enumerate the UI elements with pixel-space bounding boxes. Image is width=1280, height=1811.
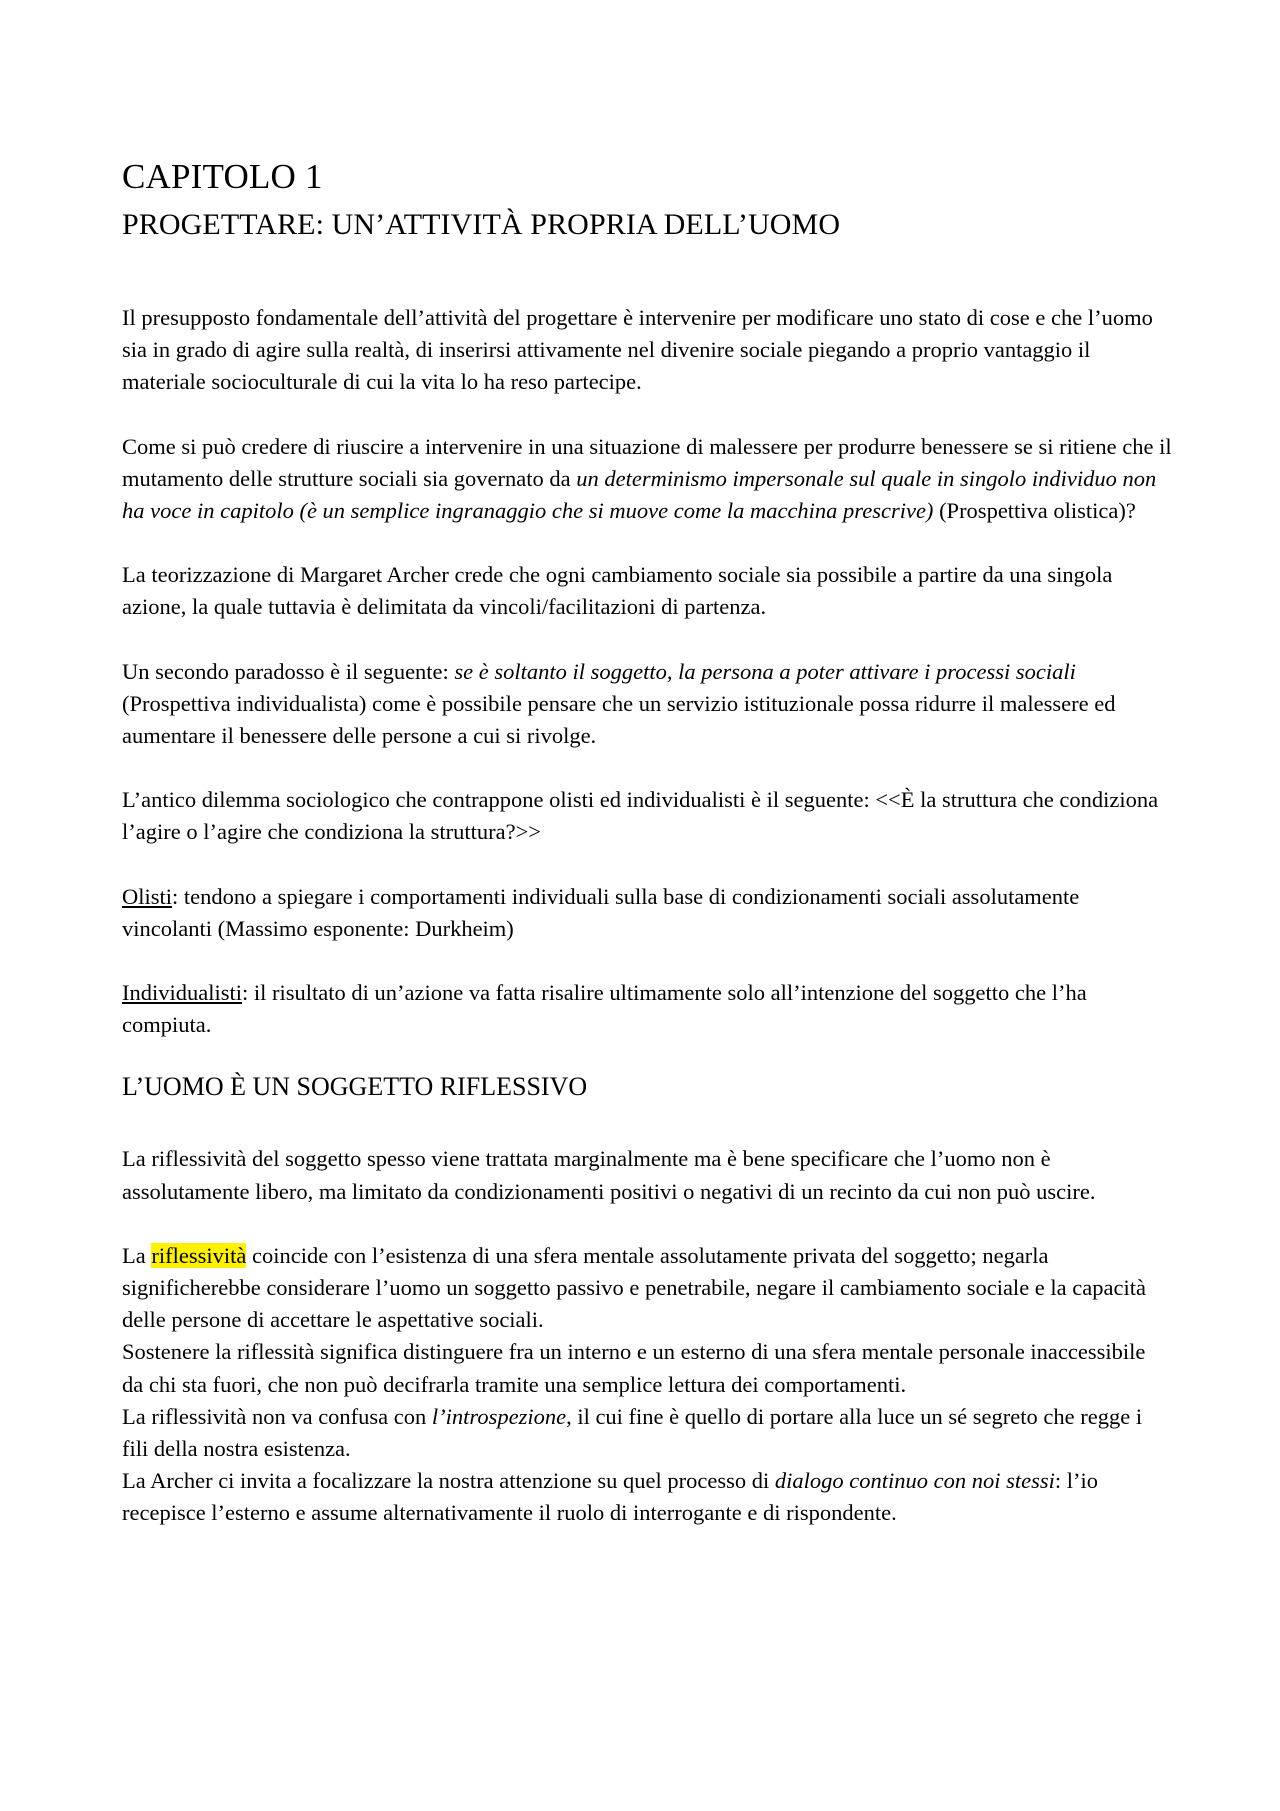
paragraph-5: L’antico dilemma sociologico che contrappone olisti ed individualisti è il seguente: <<È la struttura che condiziona l’agire o l’agire che condiziona la struttura?>>: [122, 787, 1159, 845]
paragraph-9-text-a: La: [122, 1242, 152, 1268]
paragraph-2-text-b: (Prospettiva olistica)?: [933, 498, 1136, 524]
paragraph-9-text-b: coincide con l’esistenza di una sfera mentale assolutamente privata del soggetto; negarla significherebbe considerare l’uomo un soggetto passivo e penetrabile, negare il cambiamento sociale e la capacità delle persone di accettare le aspettative sociali.: [122, 1242, 1146, 1333]
paragraph-12-text-a: La Archer ci invita a focalizzare la nostra attenzione su quel processo di: [122, 1468, 775, 1494]
paragraph-2: [122, 431, 1172, 528]
individualisti-definition: : il risultato di un’azione va fatta risalire ultimamente solo all’intenzione del soggetto che l’ha compiuta.: [122, 980, 1087, 1038]
paragraph-4-text-a: Un secondo paradosso è il seguente:: [122, 658, 455, 684]
chapter-subtitle: PROGETTARE: UN’ATTIVITÀ PROPRIA DELL’UOMO: [122, 208, 841, 241]
paragraph-12-text-b: : l’io recepisce l’esterno e assume alternativamente il ruolo di interrogante e di rispondente.: [122, 1468, 1098, 1526]
paragraph-4: [122, 656, 1172, 753]
term-individualisti: Individualisti: [122, 980, 242, 1006]
olisti-definition: : tendono a spiegare i comportamenti individuali sulla base di condizionamenti sociali assolutamente vincolanti (Massimo esponente: Durkheim): [122, 883, 1080, 941]
paragraph-8: La riflessività del soggetto spesso viene trattata marginalmente ma è bene specificare che l’uomo non è assolutamente libero, ma limitato da condizionamenti positivi o negativi di un recinto da cui non può uscire.: [122, 1146, 1096, 1204]
paragraph-11-text-b: , il cui fine è quello di portare alla luce un sé segreto che regge i fili della nostra esistenza.: [122, 1403, 1143, 1462]
paragraph-4-text-b: (Prospettiva individualista) come è possibile pensare che un servizio istituzionale possa ridurre il malessere ed aumentare il benessere delle persone a cui si rivolge.: [122, 690, 1116, 749]
paragraph-1: Il presupposto fondamentale dell’attività del progettare è intervenire per modificare uno stato di cose e che l’uomo sia in grado di agire sulla realtà, di inserirsi attivamente nel divenire sociale piegando a proprio vantaggio il materiale socioculturale di cui la vita lo ha reso partecipe.: [122, 305, 1153, 395]
paragraph-11: [122, 1401, 1172, 1465]
paragraph-individualisti: [122, 977, 1172, 1041]
paragraph-11-text-a: La riflessività non va confusa con: [122, 1403, 432, 1429]
paragraph-2-text-a: Come si può credere di riuscire a intervenire in una situazione di malessere per produrre benessere se si ritiene che il mutamento delle strutture sociali sia governato da: [122, 433, 1172, 491]
paragraph-olisti: [122, 881, 1172, 945]
highlighted-term: riflessività: [151, 1242, 247, 1268]
term-olisti: Olisti: [122, 883, 173, 909]
paragraph-4-italic: se è soltanto il soggetto, la persona a poter attivare i processi sociali: [454, 658, 1076, 684]
paragraph-11-italic: l’introspezione: [431, 1403, 567, 1429]
document-body: [122, 150, 1172, 1530]
paragraph-12-italic: dialogo continuo con noi stessi: [774, 1468, 1055, 1494]
paragraph-3: La teorizzazione di Margaret Archer crede che ogni cambiamento sociale sia possibile a partire da una singola azione, la quale tuttavia è delimitata da vincoli/facilitazioni di partenza.: [122, 562, 1113, 620]
paragraph-12: [122, 1465, 1172, 1529]
paragraph-10: Sostenere la riflessità significa distinguere fra un interno e un esterno di una sfera mentale personale inaccessibile da chi sta fuori, che non può decifrarla tramite una semplice lettura dei comportamenti.: [122, 1339, 1146, 1397]
section-heading: L’UOMO È UN SOGGETTO RIFLESSIVO: [122, 1072, 588, 1102]
chapter-title: CAPITOLO 1: [122, 157, 323, 196]
paragraph-2-italic: un determinismo impersonale sul quale in singolo individuo non ha voce in capitolo (è un semplice ingranaggio che si muove come la macchina prescrive): [122, 465, 1157, 524]
paragraph-9: [122, 1240, 1172, 1337]
